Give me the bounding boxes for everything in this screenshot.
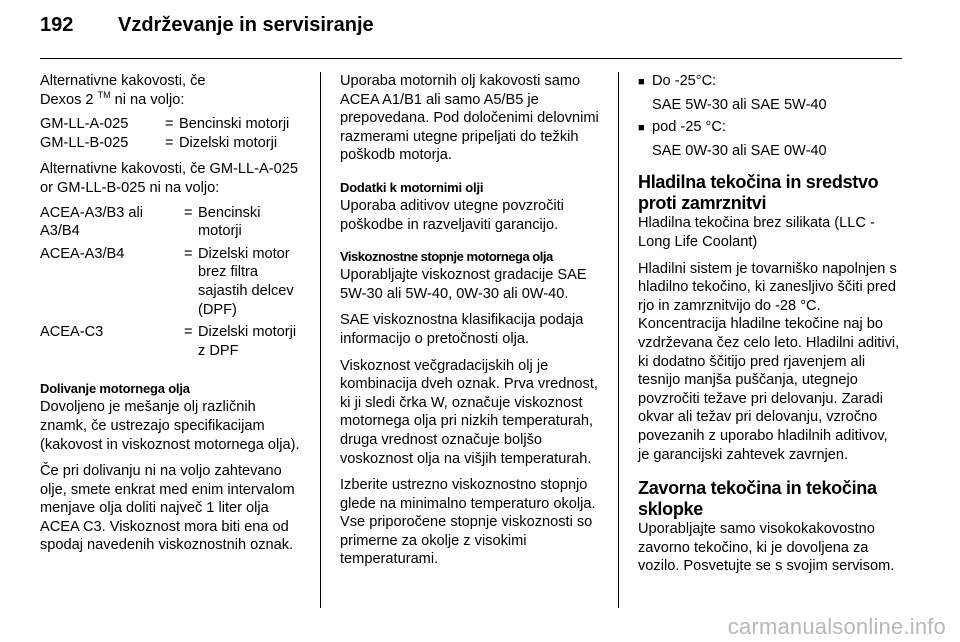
viscosity-paragraph-1: Uporabljajte viskoznost gradacije SAE 5W-30 ali 5W-40, 0W-30 ali 0W-40. xyxy=(340,267,587,302)
spec-eq: = xyxy=(184,204,193,221)
viscosity-paragraph-2: SAE viskoznostna klasifikacija podaja informacijo o pretočnosti olja. xyxy=(340,312,584,347)
bullet-value: SAE 5W-30 ali SAE 5W-40 xyxy=(652,96,827,113)
spec-desc: Dizelski motor brez filtra sajastih delcev (DPF) xyxy=(198,245,294,318)
brake-fluid-paragraph: Uporabljajte samo visokokakovostno zavorno tekočino, ki je dovoljena za vozilo. Posvetujte se s svojim servisom. xyxy=(638,521,895,575)
list-item: ■ pod -25 °C: xyxy=(638,118,902,138)
spec-code: GM-LL-B-025 xyxy=(40,134,129,151)
column-divider-1 xyxy=(320,72,321,608)
refill-paragraph-2: Če pri dolivanju ni na voljo zahtevano olje, smete enkrat med enim intervalom menjave olja doliti največ 1 liter olja ACEA C3. Viskoznost mora biti ena od spodaj navedenih viskoznostnih oznak. xyxy=(40,463,295,554)
column-2 xyxy=(340,72,604,577)
page-header xyxy=(40,14,374,48)
header-rule xyxy=(40,58,902,59)
spec-table-1 xyxy=(40,115,306,152)
coolant-paragraph-2: Hladilni sistem je tovarniško napolnjen s hladilno tekočino, ki zanesljivo ščiti pred rjo in zamrznitvijo do -28 °C. Koncentracija hladilne tekočine naj bo vzdrževana čez celo leto. Hladilni aditivi, ki dodatno ščitijo pred rjavenjem ali tesnijo manjša puščanja, utegnejo povzročiti težave pri delovanju. Zaradi okvar ali težav pri delovanju, vzročno povezanih z uporabo hladilnih aditivov, je garancijski zahtevek zavrnjen. xyxy=(638,260,900,463)
viscosity-heading: Viskoznostne stopnje motornega olja xyxy=(340,249,553,265)
spec-desc: Bencinski motorji xyxy=(198,204,261,240)
spec-desc: Bencinski motorji xyxy=(179,116,290,133)
refill-heading: Dolivanje motornega olja xyxy=(40,381,190,397)
spec-code: ACEA-A3/B3 ali A3/B4 xyxy=(40,204,144,240)
spec-eq: = xyxy=(165,116,174,133)
spec-code: ACEA-A3/B4 xyxy=(40,245,125,262)
prohibited-oils-paragraph: Uporaba motornih olj kakovosti samo ACEA A1/B1 ali samo A5/B5 je prepovedana. Pod določenimi delovnimi razmerami utegne pripeljati do težkih poškodb motorja. xyxy=(340,73,599,164)
spec-code: GM-LL-A-025 xyxy=(40,116,129,133)
spec-desc: Dizelski motorji z DPF xyxy=(198,324,297,359)
alt-quality-intro-2: Alternativne kakovosti, če GM-LL-A-025 or GM-LL-B-025 ni na voljo: xyxy=(40,161,298,196)
column-divider-2 xyxy=(618,72,619,608)
viscosity-paragraph-3: Viskoznost večgradacijskih olj je kombinacija dveh oznak. Prva vrednost, ki ji sledi črka W, označuje viskoznost motornega olja pri nizkih temperaturah, druga vrednost označuje boljšo voskoznost olja na višjih temperaturah. xyxy=(340,357,598,467)
square-bullet-icon: ■ xyxy=(638,122,645,135)
square-bullet-icon: ■ xyxy=(638,76,645,88)
refill-paragraph-1: Dovoljeno je mešanje olj različnih znamk, če ustrezajo specifikacijam (kakovost in viskoznost motornega olja). xyxy=(40,399,300,453)
spec-desc: Dizelski motorji xyxy=(179,134,278,151)
column-3 xyxy=(638,72,902,584)
additives-heading: Dodatki k motornimi olji xyxy=(340,179,484,195)
spec-eq: = xyxy=(165,134,174,151)
additives-paragraph: Uporaba aditivov utegne povzročiti poškodbe in razveljaviti garancijo. xyxy=(340,197,564,233)
viscosity-bullet-list xyxy=(638,72,902,160)
coolant-paragraph-1: Hladilna tekočina brez silikata (LLC - Long Life Coolant) xyxy=(638,215,875,250)
column-1 xyxy=(40,72,306,563)
spec-table-2 xyxy=(40,204,306,361)
brake-fluid-heading: Zavorna tekočina in tekočina sklopke xyxy=(638,478,877,520)
chapter-title: Vzdrževanje in servisiranje xyxy=(118,14,374,36)
coolant-heading: Hladilna tekočina in sredstvo proti zamrznitvi xyxy=(638,172,879,214)
watermark: carmanualsonline.info xyxy=(727,614,946,639)
spec-eq: = xyxy=(184,324,193,341)
list-item: ■ Do -25°C: xyxy=(638,72,902,92)
spec-code: ACEA-C3 xyxy=(40,324,104,341)
page-number: 192 xyxy=(40,14,74,36)
viscosity-paragraph-4: Izberite ustrezno viskoznostno stopnjo glede na minimalno temperaturo okolja. Vse priporočene stopnje viskoznosti so primerne za okolje z visokimi temperaturami. xyxy=(340,477,596,568)
spec-eq: = xyxy=(184,245,193,262)
bullet-value: SAE 0W-30 ali SAE 0W-40 xyxy=(652,142,827,159)
alt-quality-intro: Alternativne kakovosti, če Dexos 2 ™ ni na voljo: xyxy=(40,73,206,108)
